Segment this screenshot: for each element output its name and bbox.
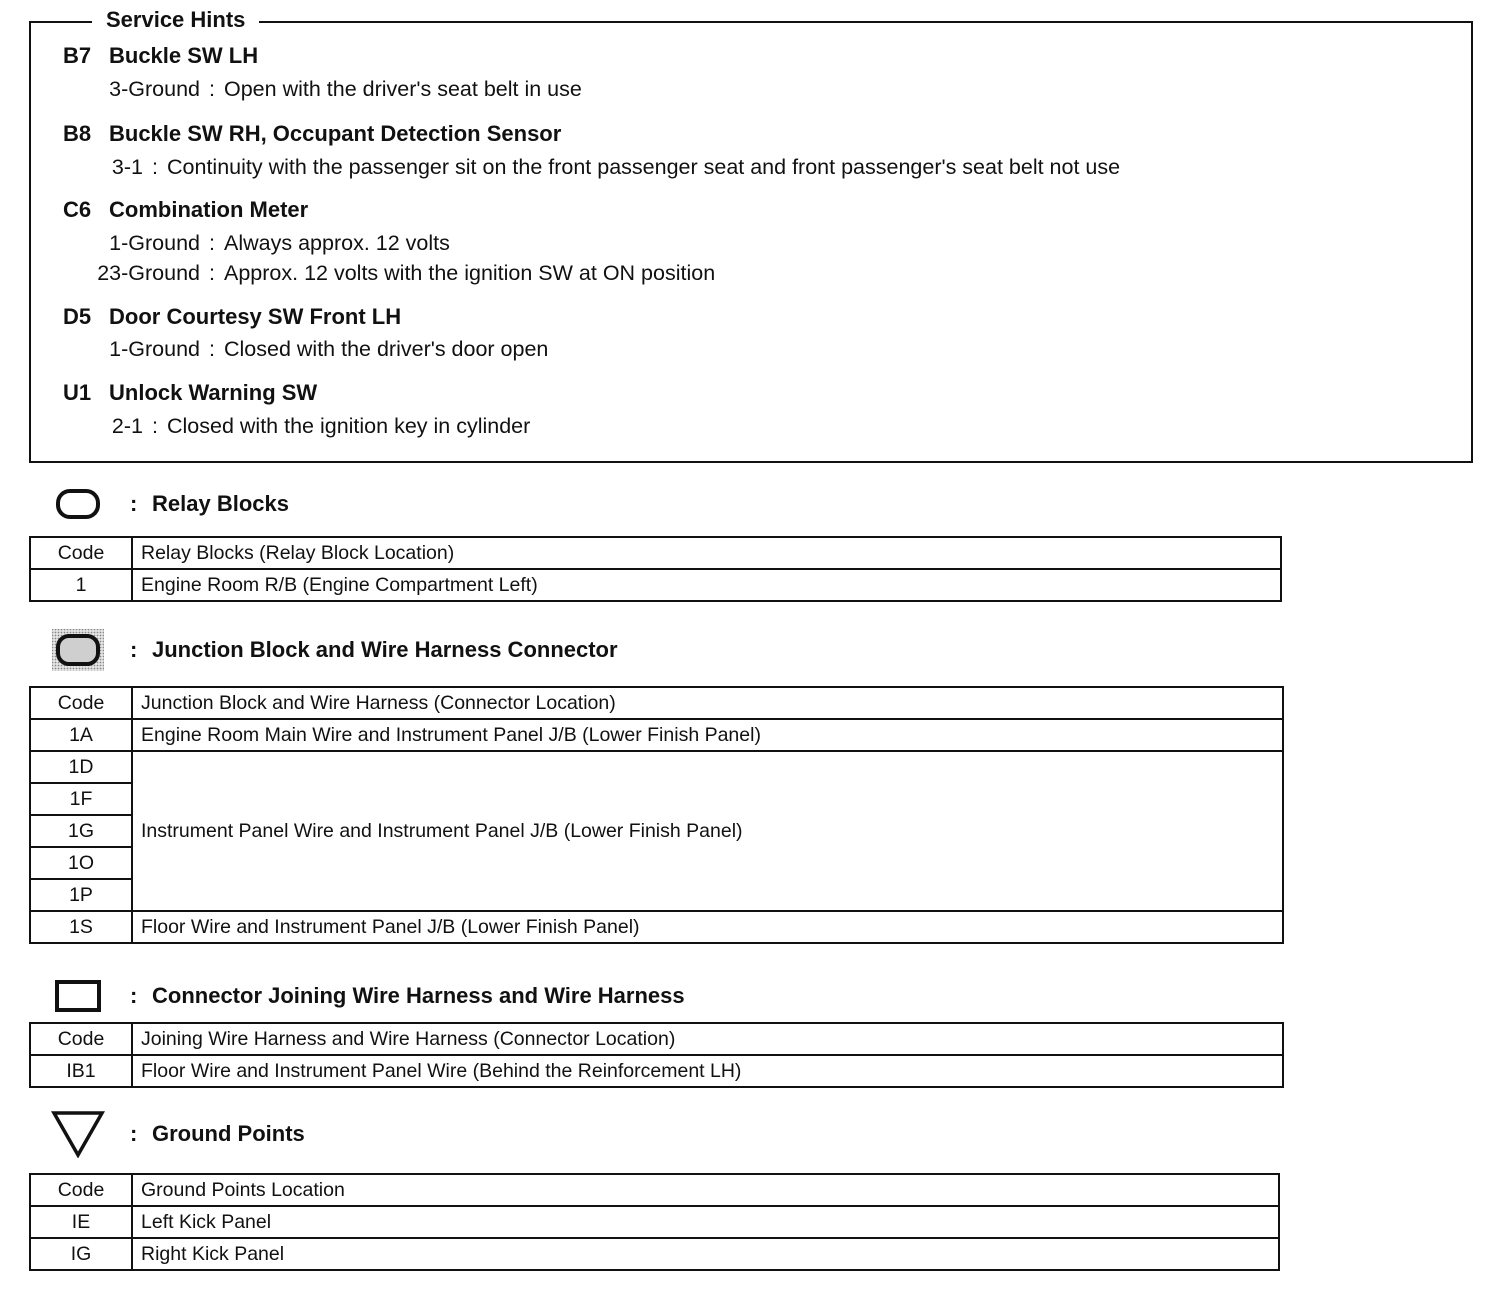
- hint-line: [60, 335, 548, 363]
- code-cell: IB1: [30, 1055, 132, 1087]
- hint-line: [60, 75, 582, 103]
- table-row: [30, 1055, 1283, 1087]
- hint-desc: Closed with the ignition key in cylinder: [167, 414, 531, 438]
- desc-cell-merged: Instrument Panel Wire and Instrument Panel J/B (Lower Finish Panel): [132, 751, 1283, 911]
- code-cell: 1F: [30, 783, 132, 815]
- legend-label: Connector Joining Wire Harness and Wire Harness: [152, 983, 685, 1008]
- hint-desc: Approx. 12 volts with the ignition SW at ON position: [224, 261, 716, 285]
- table-header-row: [30, 1023, 1283, 1055]
- hint-code: B8: [63, 121, 92, 146]
- shaded-rounded-rect-icon: [50, 628, 106, 672]
- desc-cell: Left Kick Panel: [132, 1206, 1279, 1238]
- hint-name: Buckle SW LH: [109, 43, 259, 68]
- table-row: [30, 1206, 1279, 1238]
- hint-term: 3-1: [111, 155, 143, 179]
- hint-separator: :: [152, 414, 158, 438]
- hint-code: B7: [63, 43, 92, 68]
- desc-cell: Floor Wire and Instrument Panel Wire (Behind the Reinforcement LH): [132, 1055, 1283, 1087]
- hint-desc: Always approx. 12 volts: [224, 231, 450, 255]
- ground-points-table: [29, 1173, 1280, 1271]
- hint-desc: Continuity with the passenger sit on the front passenger seat and front passenger's seat belt not use: [167, 155, 1121, 179]
- code-cell: 1P: [30, 879, 132, 911]
- connector-joining-table: [29, 1022, 1284, 1088]
- table-row: [30, 719, 1283, 751]
- hint-code: D5: [63, 304, 92, 329]
- legend-label: Junction Block and Wire Harness Connector: [152, 637, 618, 662]
- table-header-row: [30, 1174, 1279, 1206]
- legend-junction-block: [50, 628, 618, 672]
- desc-cell: Engine Room R/B (Engine Compartment Left): [132, 569, 1281, 601]
- code-header: Code: [30, 1174, 132, 1206]
- code-header: Code: [30, 687, 132, 719]
- legend-label: Ground Points: [152, 1121, 305, 1146]
- hint-name: Door Courtesy SW Front LH: [109, 304, 402, 329]
- hint-term: 2-1: [111, 414, 143, 438]
- legend-colon: :: [130, 1121, 138, 1146]
- legend-colon: :: [130, 491, 138, 516]
- hint-code: U1: [63, 380, 92, 405]
- hint-desc: Open with the driver's seat belt in use: [224, 77, 582, 101]
- legend-colon: :: [130, 983, 138, 1008]
- hint-separator: :: [209, 261, 215, 285]
- code-cell: 1S: [30, 911, 132, 943]
- desc-cell: Right Kick Panel: [132, 1238, 1279, 1270]
- hint-term: 1-Ground: [109, 231, 200, 255]
- code-cell: 1O: [30, 847, 132, 879]
- table-row: [30, 569, 1281, 601]
- legend-label: Relay Blocks: [152, 491, 289, 516]
- hint-heading-b7: [63, 42, 258, 70]
- hint-line: [60, 229, 450, 257]
- inverted-triangle-icon: [50, 1108, 106, 1160]
- hint-desc: Closed with the driver's door open: [224, 337, 549, 361]
- rounded-rect-outline-icon: [50, 482, 106, 526]
- code-cell: 1A: [30, 719, 132, 751]
- hint-line: [60, 153, 1120, 181]
- hint-heading-d5: [63, 303, 401, 331]
- code-cell: 1D: [30, 751, 132, 783]
- code-cell: IG: [30, 1238, 132, 1270]
- hint-heading-b8: [63, 120, 561, 148]
- hint-name: Buckle SW RH, Occupant Detection Sensor: [109, 121, 562, 146]
- desc-header: Relay Blocks (Relay Block Location): [132, 537, 1281, 569]
- desc-cell: Floor Wire and Instrument Panel J/B (Lower Finish Panel): [132, 911, 1283, 943]
- hint-separator: :: [209, 77, 215, 101]
- hint-name: Unlock Warning SW: [109, 380, 318, 405]
- code-cell: 1: [30, 569, 132, 601]
- hint-term: 1-Ground: [109, 337, 200, 361]
- code-cell: 1G: [30, 815, 132, 847]
- desc-header: Joining Wire Harness and Wire Harness (Connector Location): [132, 1023, 1283, 1055]
- hint-name: Combination Meter: [109, 197, 309, 222]
- legend-relay-blocks: [50, 482, 289, 526]
- code-header: Code: [30, 1023, 132, 1055]
- legend-ground-points: [50, 1112, 305, 1156]
- table-row: [30, 911, 1283, 943]
- table-header-row: [30, 687, 1283, 719]
- desc-header: Ground Points Location: [132, 1174, 1279, 1206]
- desc-cell: Engine Room Main Wire and Instrument Panel J/B (Lower Finish Panel): [132, 719, 1283, 751]
- table-row: [30, 751, 1283, 783]
- table-row: [30, 1238, 1279, 1270]
- service-hints-title: Service Hints: [92, 6, 259, 34]
- hint-term: 23-Ground: [97, 261, 200, 285]
- hint-line: [60, 412, 530, 440]
- junction-block-table: [29, 686, 1284, 944]
- hint-separator: :: [209, 231, 215, 255]
- hint-code: C6: [63, 197, 92, 222]
- legend-colon: :: [130, 637, 138, 662]
- hint-heading-c6: [63, 196, 308, 224]
- hint-term: 3-Ground: [109, 77, 200, 101]
- hint-heading-u1: [63, 379, 317, 407]
- legend-connector-joining: [50, 974, 685, 1018]
- hint-separator: :: [209, 337, 215, 361]
- desc-header: Junction Block and Wire Harness (Connector Location): [132, 687, 1283, 719]
- hint-line: [60, 259, 715, 287]
- code-cell: IE: [30, 1206, 132, 1238]
- square-outline-icon: [50, 974, 106, 1018]
- relay-blocks-table: [29, 536, 1282, 602]
- table-header-row: [30, 537, 1281, 569]
- hint-separator: :: [152, 155, 158, 179]
- code-header: Code: [30, 537, 132, 569]
